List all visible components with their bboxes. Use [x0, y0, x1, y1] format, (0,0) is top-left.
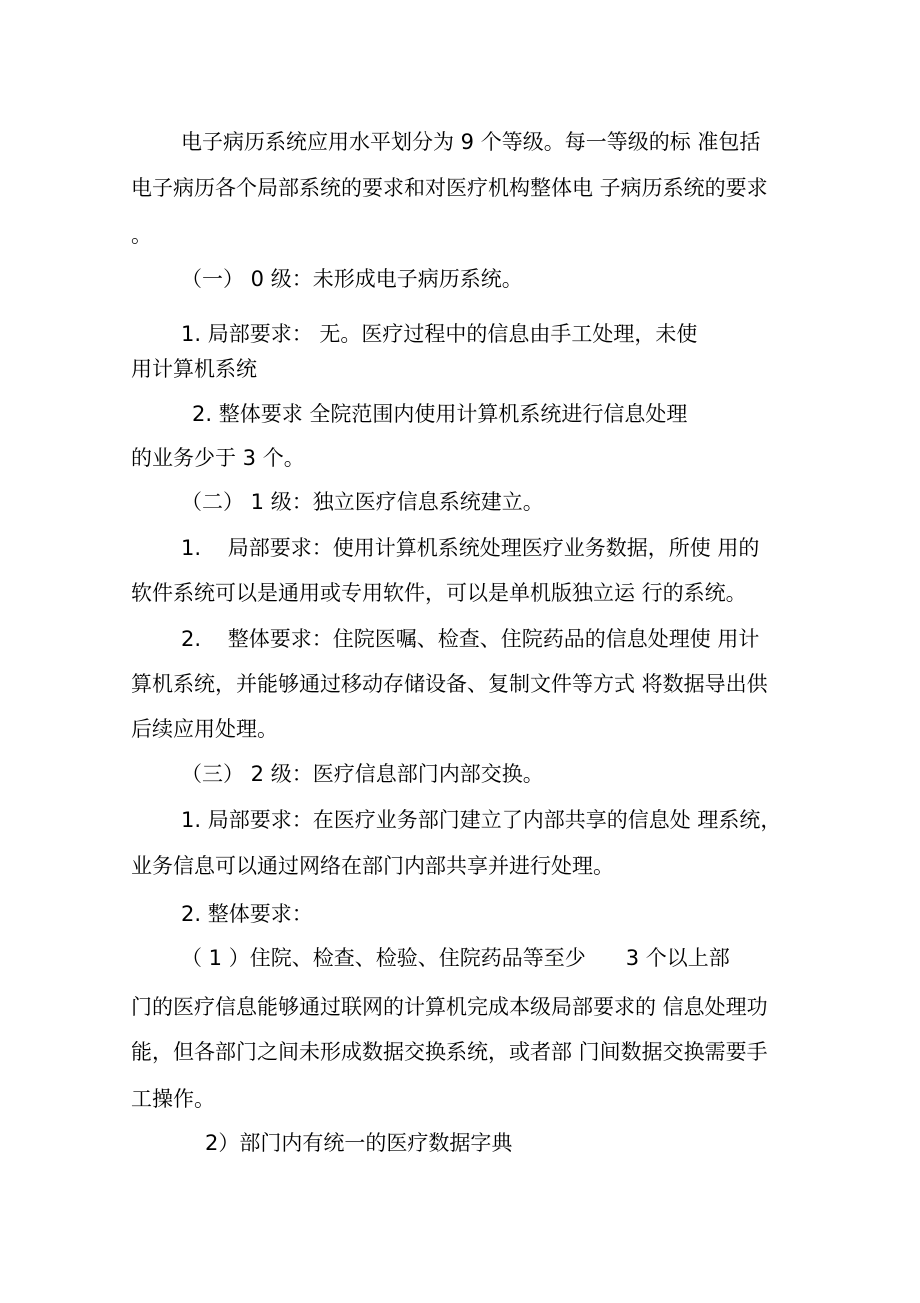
paragraph-line: 工操作。 — [131, 1087, 215, 1111]
paragraph-line: 业务信息可以通过网络在部门内部共享并进行处理。 — [131, 854, 614, 878]
section-heading: （三） 2 级：医疗信息部门内部交换。 — [181, 762, 544, 786]
paragraph-line: 电子病历各个局部系统的要求和对医疗机构整体电 子病历系统的要求 — [131, 176, 768, 200]
paragraph-line: 1. 局部要求：在医疗业务部门建立了内部共享的信息处 理系统， — [181, 808, 782, 832]
paragraph-line: 1. 局部要求： 无。医疗过程中的信息由手工处理，未使 — [181, 322, 698, 346]
paragraph-line: 能，但各部门之间未形成数据交换系统，或者部 门间数据交换需要手 — [131, 1040, 768, 1064]
paragraph-line: 的业务少于 3 个。 — [131, 446, 305, 470]
paragraph-line: 软件系统可以是通用或专用软件，可以是单机版独立运 行的系统。 — [131, 581, 747, 605]
paragraph-line: （ 1 ）住院、检查、检验、住院药品等至少 3 个以上部 — [181, 946, 730, 970]
paragraph-line: 算机系统，并能够通过移动存储设备、复制文件等方式 将数据导出供 — [131, 672, 768, 696]
paragraph-line: 用计算机系统 — [131, 357, 257, 381]
section-heading: （二） 1 级：独立医疗信息系统建立。 — [181, 490, 544, 514]
paragraph-line: 2）部门内有统一的医疗数据字典 — [205, 1131, 513, 1155]
paragraph-line: 。 — [131, 223, 152, 247]
paragraph-line: 电子病历系统应用水平划分为 9 个等级。每一等级的标 准包括 — [181, 130, 761, 154]
paragraph-line: 门的医疗信息能够通过联网的计算机完成本级局部要求的 信息处理功 — [131, 995, 768, 1019]
paragraph-line: 2. 整体要求 全院范围内使用计算机系统进行信息处理 — [192, 402, 688, 426]
paragraph-line: 1. 局部要求：使用计算机系统处理医疗业务数据，所使 用的 — [181, 536, 760, 560]
section-heading: （一） 0 级：未形成电子病历系统。 — [181, 267, 523, 291]
paragraph-line: 2. 整体要求：住院医嘱、检查、住院药品的信息处理使 用计 — [181, 627, 760, 651]
paragraph-line: 2. 整体要求： — [181, 902, 313, 926]
paragraph-line: 后续应用处理。 — [131, 717, 278, 741]
